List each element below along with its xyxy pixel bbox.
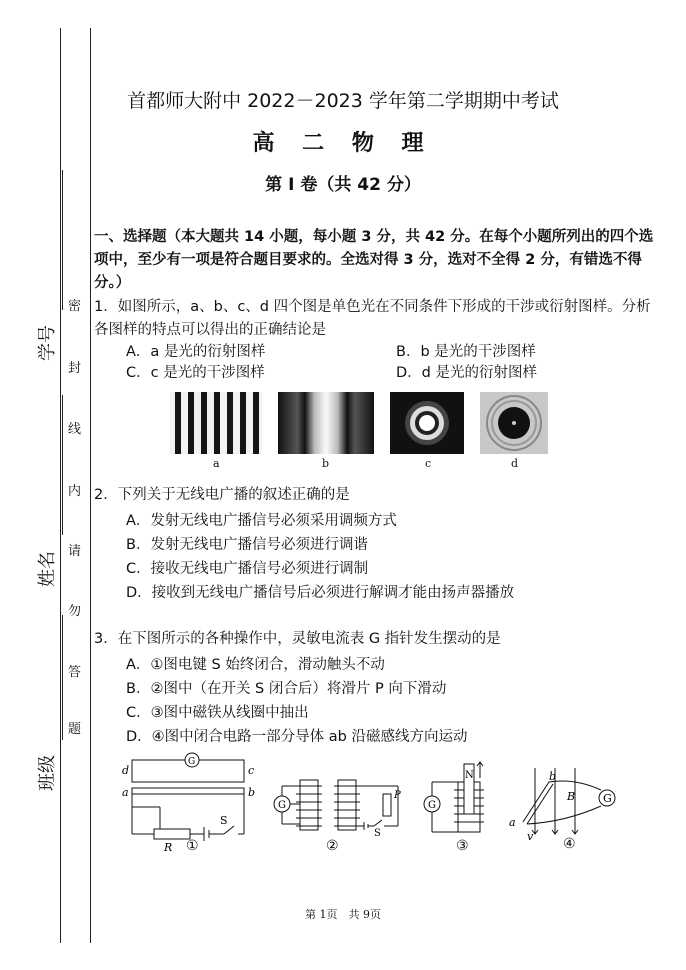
q2-option-d: D．接收到无线电广播信号后必须进行解调才能由扬声器播放 bbox=[126, 585, 515, 601]
pattern-b-label: b bbox=[322, 457, 330, 470]
letter-c: c bbox=[248, 764, 255, 777]
q1-option-b: B．b 是光的干涉图样 bbox=[396, 344, 536, 360]
galvanometer-g-label: G bbox=[188, 757, 196, 767]
subject-title: 高 二 物 理 bbox=[252, 131, 434, 156]
letter-a: a bbox=[509, 816, 516, 829]
question-1-stem: 1．如图所示，a、b、c、d 四个图是单色光在不同条件下形成的干涉或衍射图样。分析各图样的特点可以得出的正确结论是 bbox=[94, 299, 651, 338]
seal-char: 线 bbox=[68, 422, 82, 437]
seal-char: 勿 bbox=[68, 604, 82, 619]
q3-option-b: B．②图中（在开关 S 闭合后）将滑片 P 向下滑动 bbox=[126, 681, 447, 697]
pattern-c-label: c bbox=[425, 457, 432, 470]
volume-title: 第 I 卷（共 42 分） bbox=[265, 175, 421, 195]
q3-option-c: C．③图中磁铁从线圈中抽出 bbox=[126, 705, 309, 721]
binding-line-inner bbox=[90, 28, 91, 943]
seal-char: 内 bbox=[68, 484, 82, 499]
seal-char: 答 bbox=[68, 665, 82, 680]
pattern-c-image bbox=[390, 392, 464, 454]
q1-option-a: A．a 是光的衍射图样 bbox=[126, 344, 266, 360]
q2-option-b: B．发射无线电广播信号必须进行调谐 bbox=[126, 537, 368, 553]
letter-r: R bbox=[164, 841, 173, 852]
pattern-b-image bbox=[278, 392, 374, 454]
q3-option-d: D．④图中闭合电路一部分导体 ab 沿磁感线方向运动 bbox=[126, 729, 468, 745]
q2-option-c: C．接收无线电广播信号必须进行调制 bbox=[126, 561, 369, 577]
class-label: 班级 bbox=[37, 755, 58, 791]
galvanometer-g-label: G bbox=[278, 800, 286, 811]
figure-label-2: ② bbox=[326, 838, 339, 854]
figure-label-3: ③ bbox=[456, 838, 469, 854]
letter-p: P bbox=[394, 790, 401, 801]
letter-d: d bbox=[122, 764, 130, 777]
galvanometer-g-label: G bbox=[603, 792, 612, 805]
seal-char: 密 bbox=[68, 299, 82, 314]
circuit-figure-2 bbox=[270, 772, 410, 842]
figure-label-4: ④ bbox=[563, 836, 576, 852]
pattern-d-image bbox=[480, 392, 548, 454]
field-b-label: B bbox=[567, 790, 576, 803]
magnet-n-label: N bbox=[465, 770, 474, 781]
pattern-d-label: d bbox=[511, 457, 519, 470]
circuit-figure-4 bbox=[505, 760, 625, 840]
letter-b: b bbox=[549, 770, 557, 783]
seal-char: 请 bbox=[68, 544, 82, 559]
seal-char: 题 bbox=[68, 722, 82, 737]
letter-s: S bbox=[374, 828, 381, 839]
class-line bbox=[62, 615, 63, 740]
name-label: 姓名 bbox=[37, 551, 58, 587]
seal-char: 封 bbox=[68, 361, 82, 376]
q1-option-d: D．d 是光的衍射图样 bbox=[396, 365, 537, 381]
question-3-stem: 3．在下图所示的各种操作中，灵敏电流表 G 指针发生摆动的是 bbox=[94, 631, 501, 647]
name-line bbox=[62, 395, 63, 535]
pattern-a-image bbox=[170, 392, 262, 454]
q3-option-a: A．①图电键 S 始终闭合，滑动触头不动 bbox=[126, 657, 385, 673]
question-2-stem: 2．下列关于无线电广播的叙述正确的是 bbox=[94, 487, 350, 503]
q1-option-c: C．c 是光的干涉图样 bbox=[126, 365, 265, 381]
velocity-v-label: v bbox=[527, 830, 534, 840]
q2-option-a: A．发射无线电广播信号必须采用调频方式 bbox=[126, 513, 397, 529]
binding-line-outer bbox=[60, 28, 61, 943]
page-footer: 第 1页 共 9页 bbox=[305, 908, 381, 921]
circuit-figure-3 bbox=[420, 760, 500, 840]
student-id-label: 学号 bbox=[37, 325, 58, 361]
figure-label-1: ① bbox=[186, 838, 199, 854]
section-instructions: 一、选择题（本大题共 14 小题，每小题 3 分，共 42 分。在每个小题所列出的四个选项中，至少有一项是符合题目要求的。全选对得 3 分，选对不全得 2 分，有错选不得分。） bbox=[94, 229, 654, 291]
exam-title: 首都师大附中 2022－2023 学年第二学期期中考试 bbox=[127, 90, 559, 112]
letter-b: b bbox=[248, 786, 256, 799]
pattern-a-label: a bbox=[213, 457, 220, 470]
letter-s: S bbox=[220, 814, 228, 827]
galvanometer-g-label: G bbox=[428, 800, 436, 811]
circuit-figure-1 bbox=[120, 752, 260, 852]
letter-a: a bbox=[122, 786, 129, 799]
